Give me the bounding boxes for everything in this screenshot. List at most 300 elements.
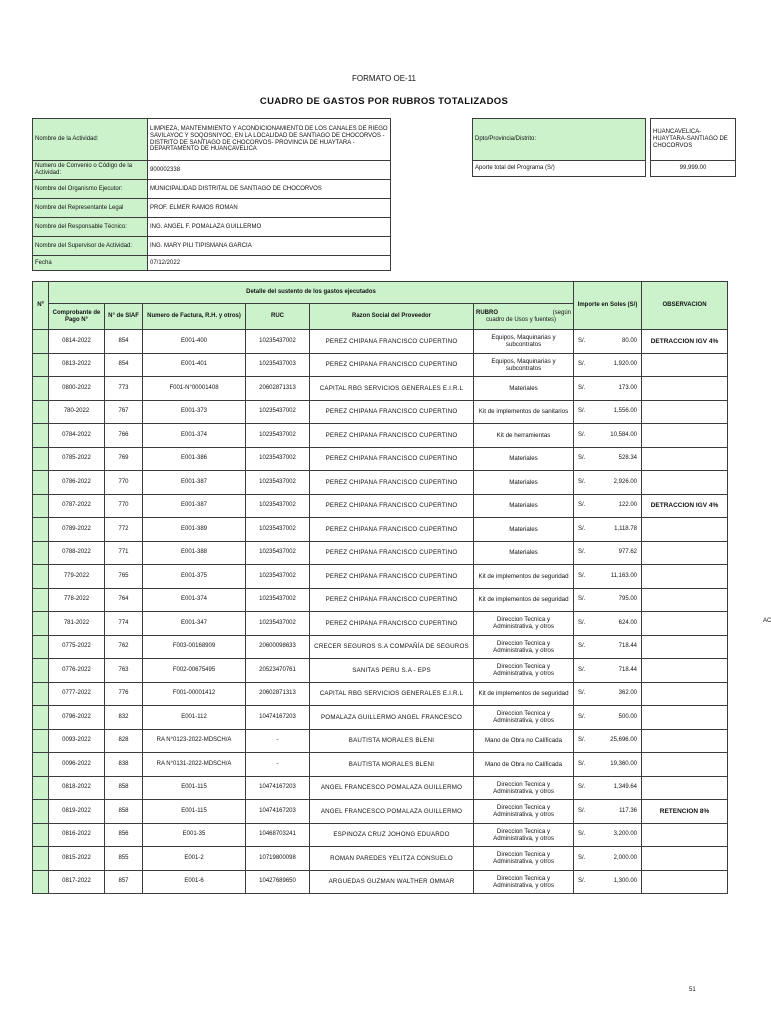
cell-proveedor: PEREZ CHIPANA FRANCISCO CUPERTINO [310,400,474,424]
cell-rubro: Direccion Tecnica y Administrativa, y otros [474,659,574,683]
cell-observacion [642,565,728,589]
cell-comprobante: 0817-2022 [49,870,105,894]
cell-importe: 3,200.00 [598,823,642,847]
cell-currency: S/. [574,682,598,706]
info-row [33,119,391,161]
cell-observacion [642,424,728,448]
cell-siaf: 855 [105,847,143,871]
cell-observacion: DETRACCION IGV 4% [642,330,728,354]
expenses-table [32,281,728,894]
cell-rubro: Direccion Tecnica y Administrativa, y otros [474,612,574,636]
cell-rubro: Kit de implementos de seguridad [474,565,574,589]
col-header-razon: Razon Social del Proveedor [310,304,474,330]
cell-proveedor: ESPINOZA CRUZ JOHONG EDUARDO [310,823,474,847]
cell-rubro: Materiales [474,518,574,542]
info-value: 900002338 [148,161,391,180]
cell-rubro: Direccion Tecnica y Administrativa, y otros [474,776,574,800]
cell-observacion [642,870,728,894]
format-code: FORMATO OE-11 [351,74,416,83]
cell-observacion [642,353,728,377]
cell-proveedor: ROMAN PAREDES YELITZA CONSUELO [310,847,474,871]
cell-proveedor: ANGEL FRANCESCO POMALAZA GUILLERMO [310,776,474,800]
cell-factura: E001-400 [143,330,246,354]
cell-number [33,706,49,730]
cell-rubro: Direccion Tecnica y Administrativa, y otros [474,870,574,894]
cell-observacion [642,753,728,777]
cell-proveedor: PEREZ CHIPANA FRANCISCO CUPERTINO [310,518,474,542]
cell-importe: 173.00 [598,377,642,401]
info-value: ING. MARY PILI TIPISMANA GARCIA [148,237,391,256]
cell-currency: S/. [574,753,598,777]
cell-factura: RA N°0123-2022-MDSCH/A [143,729,246,753]
cell-observacion [642,471,728,495]
cell-siaf: 769 [105,447,143,471]
cell-proveedor: SANITAS PERU S.A - EPS [310,659,474,683]
cell-comprobante: 0789-2022 [49,518,105,542]
cell-number [33,518,49,542]
cell-currency: S/. [574,823,598,847]
cell-siaf: 776 [105,682,143,706]
cell-siaf: 774 [105,612,143,636]
cell-rubro: Materiales [474,471,574,495]
cell-siaf: 828 [105,729,143,753]
side-text: AC [763,618,771,624]
cell-ruc: - [246,753,310,777]
cell-factura: RA N°0131-2022-MDSCH/A [143,753,246,777]
cell-rubro: Mano de Obra no Calificada [474,729,574,753]
cell-ruc: 10235437002 [246,471,310,495]
col-header-comprobante: Comprobante de Pago N° [49,304,105,330]
table-row [33,776,728,800]
cell-comprobante: 779-2022 [49,565,105,589]
cell-comprobante: 0775-2022 [49,635,105,659]
info-label: Nombre de la Actividad: [33,119,148,161]
cell-rubro: Materiales [474,541,574,565]
cell-proveedor: CAPITAL RBG SERVICIOS GENERALES E.I.R.L [310,682,474,706]
cell-factura: E001-374 [143,588,246,612]
cell-factura: E001-387 [143,471,246,495]
cell-siaf: 838 [105,753,143,777]
cell-number [33,330,49,354]
info-row [33,199,391,218]
table-row [33,377,728,401]
cell-observacion [642,400,728,424]
table-row [33,353,728,377]
cell-currency: S/. [574,588,598,612]
cell-rubro: Mano de Obra no Calificada [474,753,574,777]
cell-comprobante: 0786-2022 [49,471,105,495]
table-row [33,682,728,706]
cell-ruc: 10427689650 [246,870,310,894]
cell-currency: S/. [574,635,598,659]
cell-siaf: 773 [105,377,143,401]
cell-factura: F001-N°00001408 [143,377,246,401]
cell-ruc: 10719800098 [246,847,310,871]
cell-proveedor: PEREZ CHIPANA FRANCISCO CUPERTINO [310,541,474,565]
cell-currency: S/. [574,800,598,824]
cell-ruc: 20602871313 [246,682,310,706]
cell-number [33,565,49,589]
cell-number [33,494,49,518]
cell-importe: 718.44 [598,635,642,659]
cell-factura: E001-373 [143,400,246,424]
cell-ruc: 10235437002 [246,518,310,542]
cell-observacion [642,682,728,706]
cell-comprobante: 0785-2022 [49,447,105,471]
cell-rubro: Equipos, Maquinarias y subcontratos [474,353,574,377]
table-row [33,518,728,542]
cell-importe: 2,926.00 [598,471,642,495]
cell-rubro: Direccion Tecnica y Administrativa, y otros [474,823,574,847]
cell-siaf: 854 [105,353,143,377]
table-row [33,330,728,354]
table-row [33,706,728,730]
table-row [33,471,728,495]
cell-number [33,588,49,612]
info-label: Nombre del Responsable Técnico: [33,218,148,237]
cell-observacion [642,588,728,612]
cell-rubro: Materiales [474,447,574,471]
col-header-importe: Importe en Soles (S/) [574,282,642,330]
cell-ruc: 10474167203 [246,706,310,730]
info-row [33,256,391,271]
aporte-label: Aporte total del Programa (S/) [473,161,646,177]
dpto-value: HUANCAVELICA-HUAYTARA-SANTIAGO DE CHOCORVOS [651,119,736,161]
cell-importe: 624.00 [598,612,642,636]
cell-comprobante: 0096-2022 [49,753,105,777]
cell-comprobante: 0777-2022 [49,682,105,706]
info-value: LIMPIEZA, MANTENIMIENTO Y ACONDICIONAMIENTO DE LOS CANALES DE RIEGO SAVILAYOC Y SOQOSNIYOC, EN LA LOCALIDAD DE SANTIAGO DE CHOCORVOS - DISTRITO DE SANTIAGO DE CHOCORVOS- PROVINCIA DE HUAYTARA - DEPARTAMENTO DE HUANCAVELICA [148,119,391,161]
cell-rubro: Materiales [474,494,574,518]
cell-factura: E001-6 [143,870,246,894]
cell-proveedor: PEREZ CHIPANA FRANCISCO CUPERTINO [310,612,474,636]
cell-observacion [642,518,728,542]
cell-currency: S/. [574,706,598,730]
cell-proveedor: ARGUEDAS GUZMAN WALTHER OMMAR [310,870,474,894]
cell-importe: 1,556.00 [598,400,642,424]
cell-proveedor: BAUTISTA MORALES BLENI [310,753,474,777]
cell-ruc: 10235437002 [246,588,310,612]
cell-number [33,400,49,424]
cell-comprobante: 0776-2022 [49,659,105,683]
table-row [33,659,728,683]
cell-rubro: Equipos, Maquinarias y subcontratos [474,330,574,354]
cell-importe: 500.00 [598,706,642,730]
cell-ruc: 10474167203 [246,800,310,824]
cell-factura: F002-00675495 [143,659,246,683]
cell-siaf: 858 [105,800,143,824]
cell-currency: S/. [574,870,598,894]
cell-currency: S/. [574,541,598,565]
cell-ruc: - [246,729,310,753]
cell-comprobante: 0813-2022 [49,353,105,377]
cell-factura: E001-347 [143,612,246,636]
cell-proveedor: CRECER SEGUROS S.A COMPAÑÍA DE SEGUROS [310,635,474,659]
table-row [33,847,728,871]
table-row [33,588,728,612]
cell-ruc: 10235437002 [246,447,310,471]
cell-ruc: 10235437003 [246,353,310,377]
cell-importe: 2,000.00 [598,847,642,871]
cell-comprobante: 778-2022 [49,588,105,612]
col-header-observacion: OBSERVACION [642,282,728,330]
info-label: Fecha [33,256,148,271]
cell-currency: S/. [574,612,598,636]
cell-observacion [642,541,728,565]
cell-currency: S/. [574,353,598,377]
cell-ruc: 10468703241 [246,823,310,847]
table-row [33,447,728,471]
table-row [33,565,728,589]
cell-currency: S/. [574,400,598,424]
cell-proveedor: PEREZ CHIPANA FRANCISCO CUPERTINO [310,471,474,495]
cell-comprobante: 0784-2022 [49,424,105,448]
cell-currency: S/. [574,424,598,448]
cell-importe: 11,163.00 [598,565,642,589]
info-row [33,218,391,237]
cell-factura: E001-401 [143,353,246,377]
cell-ruc: 10474167203 [246,776,310,800]
cell-importe: 122.00 [598,494,642,518]
cell-observacion [642,729,728,753]
cell-number [33,541,49,565]
cell-siaf: 763 [105,659,143,683]
info-label: Nombre del Representante Legal [33,199,148,218]
cell-observacion [642,635,728,659]
cell-number [33,424,49,448]
cell-siaf: 770 [105,471,143,495]
cell-importe: 718.44 [598,659,642,683]
cell-siaf: 771 [105,541,143,565]
cell-factura: E001-374 [143,424,246,448]
table-row [33,424,728,448]
col-header-siaf: N° de SIAF [105,304,143,330]
cell-ruc: 10235437002 [246,494,310,518]
cell-comprobante: 0788-2022 [49,541,105,565]
cell-rubro: Direccion Tecnica y Administrativa, y otros [474,847,574,871]
cell-factura: E001-2 [143,847,246,871]
cell-observacion: RETENCION 8% [642,800,728,824]
cell-observacion [642,706,728,730]
cell-proveedor: PEREZ CHIPANA FRANCISCO CUPERTINO [310,588,474,612]
table-row [33,635,728,659]
cell-number [33,682,49,706]
cell-number [33,447,49,471]
cell-number [33,659,49,683]
cell-proveedor: PEREZ CHIPANA FRANCISCO CUPERTINO [310,424,474,448]
cell-siaf: 764 [105,588,143,612]
dpto-label: Dpto/Provincia/Distrito: [473,119,646,161]
cell-number [33,353,49,377]
cell-proveedor: POMALAZA GUILLERMO ANGEL FRANCESCO [310,706,474,730]
col-header-rubro: RUBRO (según cuadro de Usos y fuentes) [474,304,574,330]
cell-proveedor: CAPITAL RBG SERVICIOS GENERALES E.I.R.L [310,377,474,401]
cell-number [33,823,49,847]
cell-factura: E001-35 [143,823,246,847]
cell-proveedor: PEREZ CHIPANA FRANCISCO CUPERTINO [310,353,474,377]
cell-factura: E001-387 [143,494,246,518]
cell-number [33,612,49,636]
cell-factura: E001-115 [143,776,246,800]
cell-comprobante: 0818-2022 [49,776,105,800]
info-row [33,237,391,256]
cell-observacion [642,447,728,471]
cell-currency: S/. [574,565,598,589]
col-header-n: Nº [33,282,49,330]
cell-currency: S/. [574,847,598,871]
cell-number [33,753,49,777]
cell-comprobante: 780-2022 [49,400,105,424]
table-header-row [33,282,728,304]
cell-importe: 117.36 [598,800,642,824]
col-header-ruc: RUC [246,304,310,330]
cell-importe: 1,349.64 [598,776,642,800]
page-number: 51 [689,987,696,993]
cell-rubro: Kit de implementos de sanitarios [474,400,574,424]
table-row [33,753,728,777]
cell-siaf: 766 [105,424,143,448]
cell-observacion [642,823,728,847]
cell-proveedor: PEREZ CHIPANA FRANCISCO CUPERTINO [310,447,474,471]
cell-ruc: 10235437002 [246,565,310,589]
cell-proveedor: PEREZ CHIPANA FRANCISCO CUPERTINO [310,494,474,518]
cell-number [33,800,49,824]
info-label: Nombre del Organismo Ejecutor: [33,180,148,199]
table-row [33,541,728,565]
cell-ruc: 10235437002 [246,541,310,565]
cell-siaf: 767 [105,400,143,424]
cell-ruc: 10235437002 [246,330,310,354]
cell-number [33,847,49,871]
cell-comprobante: 0819-2022 [49,800,105,824]
cell-ruc: 10235437002 [246,424,310,448]
cell-ruc: 20523470761 [246,659,310,683]
cell-rubro: Materiales [474,377,574,401]
cell-siaf: 856 [105,823,143,847]
cell-siaf: 854 [105,330,143,354]
cell-currency: S/. [574,659,598,683]
cell-observacion [642,776,728,800]
cell-rubro: Direccion Tecnica y Administrativa, y otros [474,635,574,659]
cell-rubro: Kit de implementos de seguridad [474,682,574,706]
info-row [33,180,391,199]
table-row [33,494,728,518]
cell-importe: 1,920.00 [598,353,642,377]
cell-comprobante: 0816-2022 [49,823,105,847]
cell-observacion [642,612,728,636]
info-value: PROF. ELMER RAMOS ROMAN [148,199,391,218]
table-row [33,800,728,824]
info-label: Numero de Convenio o Código de la Actividad: [33,161,148,180]
cell-importe: 1,118.78 [598,518,642,542]
cell-observacion: DETRACCION IGV 4% [642,494,728,518]
cell-number [33,870,49,894]
table-row [33,729,728,753]
cell-observacion [642,659,728,683]
cell-currency: S/. [574,330,598,354]
cell-ruc: 10235437002 [246,400,310,424]
cell-comprobante: 0814-2022 [49,330,105,354]
cell-ruc: 10235437002 [246,612,310,636]
cell-proveedor: PEREZ CHIPANA FRANCISCO CUPERTINO [310,330,474,354]
cell-importe: 19,360.00 [598,753,642,777]
cell-rubro: Direccion Tecnica y Administrativa, y otros [474,706,574,730]
cell-siaf: 772 [105,518,143,542]
cell-comprobante: 0800-2022 [49,377,105,401]
aporte-value: 99,999.00 [651,161,736,177]
cell-proveedor: ANGEL FRANCESCO POMALAZA GUILLERMO [310,800,474,824]
activity-info-table [32,118,391,271]
group-header: Detalle del sustento de los gastos ejecutados [49,282,574,304]
cell-currency: S/. [574,377,598,401]
cell-siaf: 765 [105,565,143,589]
cell-observacion [642,847,728,871]
cell-importe: 795.00 [598,588,642,612]
cell-currency: S/. [574,729,598,753]
info-label: Nombre del Supervisor de Actividad: [33,237,148,256]
cell-siaf: 858 [105,776,143,800]
cell-comprobante: 0787-2022 [49,494,105,518]
cell-factura: F003-00168909 [143,635,246,659]
cell-number [33,377,49,401]
cell-comprobante: 0815-2022 [49,847,105,871]
cell-importe: 528.34 [598,447,642,471]
cell-currency: S/. [574,518,598,542]
cell-importe: 1,300.00 [598,870,642,894]
cell-importe: 977.62 [598,541,642,565]
cell-factura: E001-389 [143,518,246,542]
cell-proveedor: PEREZ CHIPANA FRANCISCO CUPERTINO [310,565,474,589]
cell-comprobante: 0093-2022 [49,729,105,753]
cell-currency: S/. [574,776,598,800]
cell-factura: E001-112 [143,706,246,730]
table-row [33,612,728,636]
location-values-table [650,118,736,177]
cell-proveedor: BAUTISTA MORALES BLENI [310,729,474,753]
cell-number [33,776,49,800]
cell-currency: S/. [574,447,598,471]
cell-number [33,471,49,495]
cell-importe: 362.00 [598,682,642,706]
cell-currency: S/. [574,494,598,518]
info-value: MUNICIPALIDAD DISTRITAL DE SANTIAGO DE CHOCORVOS [148,180,391,199]
cell-factura: E001-115 [143,800,246,824]
col-header-factura: Numero de Factura, R.H. y otros) [143,304,246,330]
cell-observacion [642,377,728,401]
info-value: 07/12/2022 [148,256,391,271]
cell-importe: 80.00 [598,330,642,354]
cell-number [33,729,49,753]
table-row [33,823,728,847]
location-labels-table [472,118,646,177]
cell-ruc: 20602871313 [246,377,310,401]
cell-factura: F001-00001412 [143,682,246,706]
cell-number [33,635,49,659]
cell-siaf: 762 [105,635,143,659]
table-row [33,870,728,894]
cell-currency: S/. [574,471,598,495]
cell-rubro: Kit de implementos de seguridad [474,588,574,612]
info-row [33,161,391,180]
cell-rubro: Kit de herramientas [474,424,574,448]
cell-rubro: Direccion Tecnica y Administrativa, y otros [474,800,574,824]
page-title: CUADRO DE GASTOS POR RUBROS TOTALIZADOS [259,96,509,107]
cell-comprobante: 781-2022 [49,612,105,636]
cell-importe: 10,584.00 [598,424,642,448]
cell-siaf: 857 [105,870,143,894]
cell-siaf: 832 [105,706,143,730]
table-row [33,400,728,424]
